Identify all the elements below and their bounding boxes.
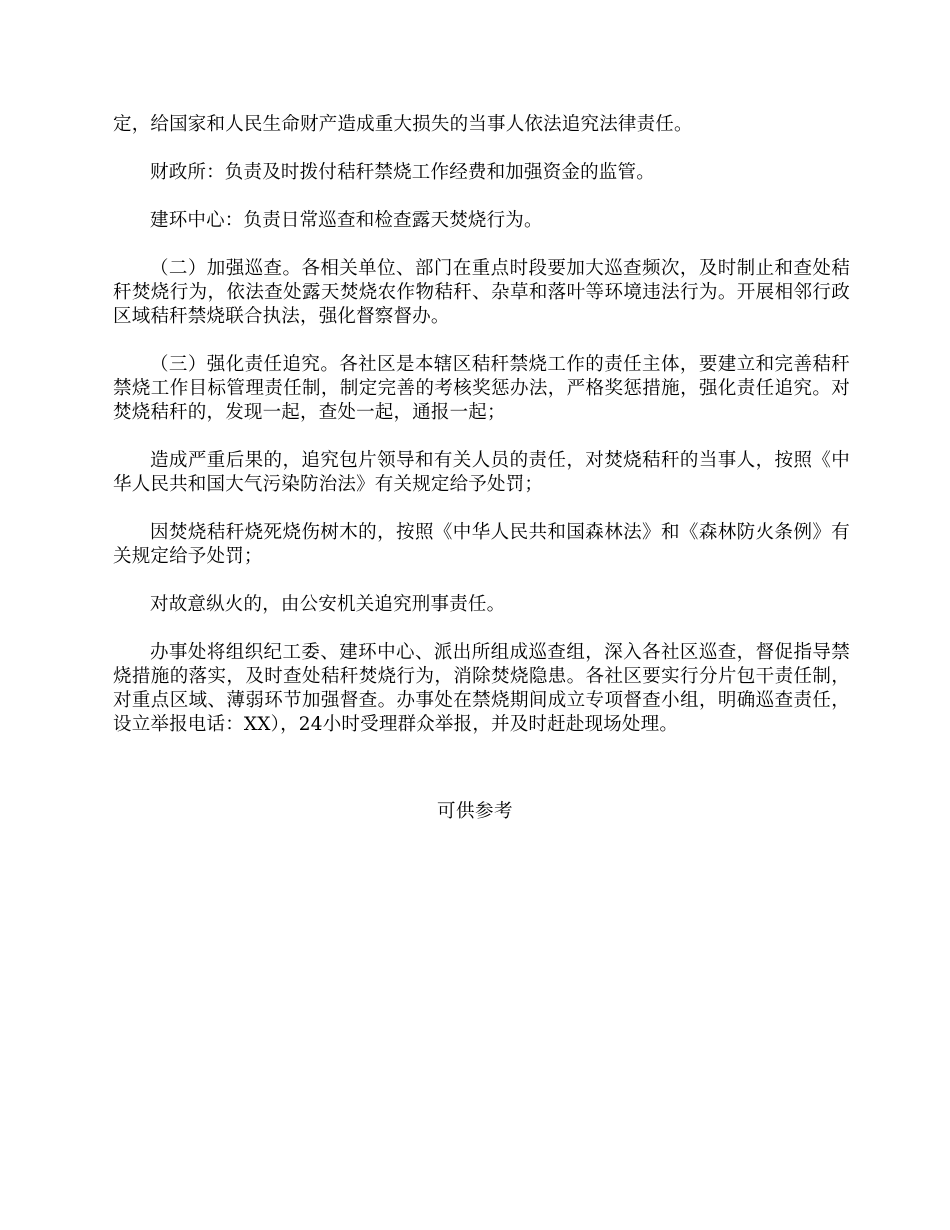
paragraph-accountability: （三）强化责任追究。各社区是本辖区秸秆禁烧工作的责任主体，要建立和完善秸秆禁烧工作目标管理责任制，制定完善的考核奖惩办法，严格奖惩措施，强化责任追究。对焚烧秸秆的，发现一起，查处一起，通报一起； <box>113 354 850 423</box>
paragraph-forest-law: 因焚烧秸秆烧死烧伤树木的，按照《中华人民共和国森林法》和《森林防火条例》有关规定给予处罚； <box>113 522 850 567</box>
paragraph-continuation: 定，给国家和人民生命财产造成重大损失的当事人依法追究法律责任。 <box>113 114 693 135</box>
paragraph-strengthen-patrol: （二）加强巡查。各相关单位、部门在重点时段要加大巡查频次，及时制止和查处秸秆焚烧行为，依法查处露天焚烧农作物秸秆、杂草和落叶等环境违法行为。开展相邻行政区域秸秆禁烧联合执法，强化督察督办。 <box>113 258 850 327</box>
document-body <box>113 113 850 761</box>
footer-note: 可供参考 <box>436 801 513 822</box>
paragraph-inspection-team: 办事处将组织纪工委、建环中心、派出所组成巡查组，深入各社区巡查，督促指导禁烧措施的落实，及时查处秸秆焚烧行为，消除焚烧隐患。各社区要实行分片包干责任制，对重点区域、薄弱环节加强督查。办事处在禁烧期间成立专项督查小组，明确巡查责任，设立举报电话：XX），24小时受理群众举报，并及时赶赴现场处理。 <box>113 642 850 735</box>
paragraph-finance-office: 财政所：负责及时拨付秸秆禁烧工作经费和加强资金的监管。 <box>150 162 655 183</box>
paragraph-serious-consequences: 造成严重后果的，追究包片领导和有关人员的责任，对焚烧秸秆的当事人，按照《中华人民共和国大气污染防治法》有关规定给予处罚； <box>113 450 850 495</box>
paragraph-arson: 对故意纵火的，由公安机关追究刑事责任。 <box>150 594 506 615</box>
paragraph-environment-center: 建环中心：负责日常巡查和检查露天焚烧行为。 <box>150 210 543 231</box>
